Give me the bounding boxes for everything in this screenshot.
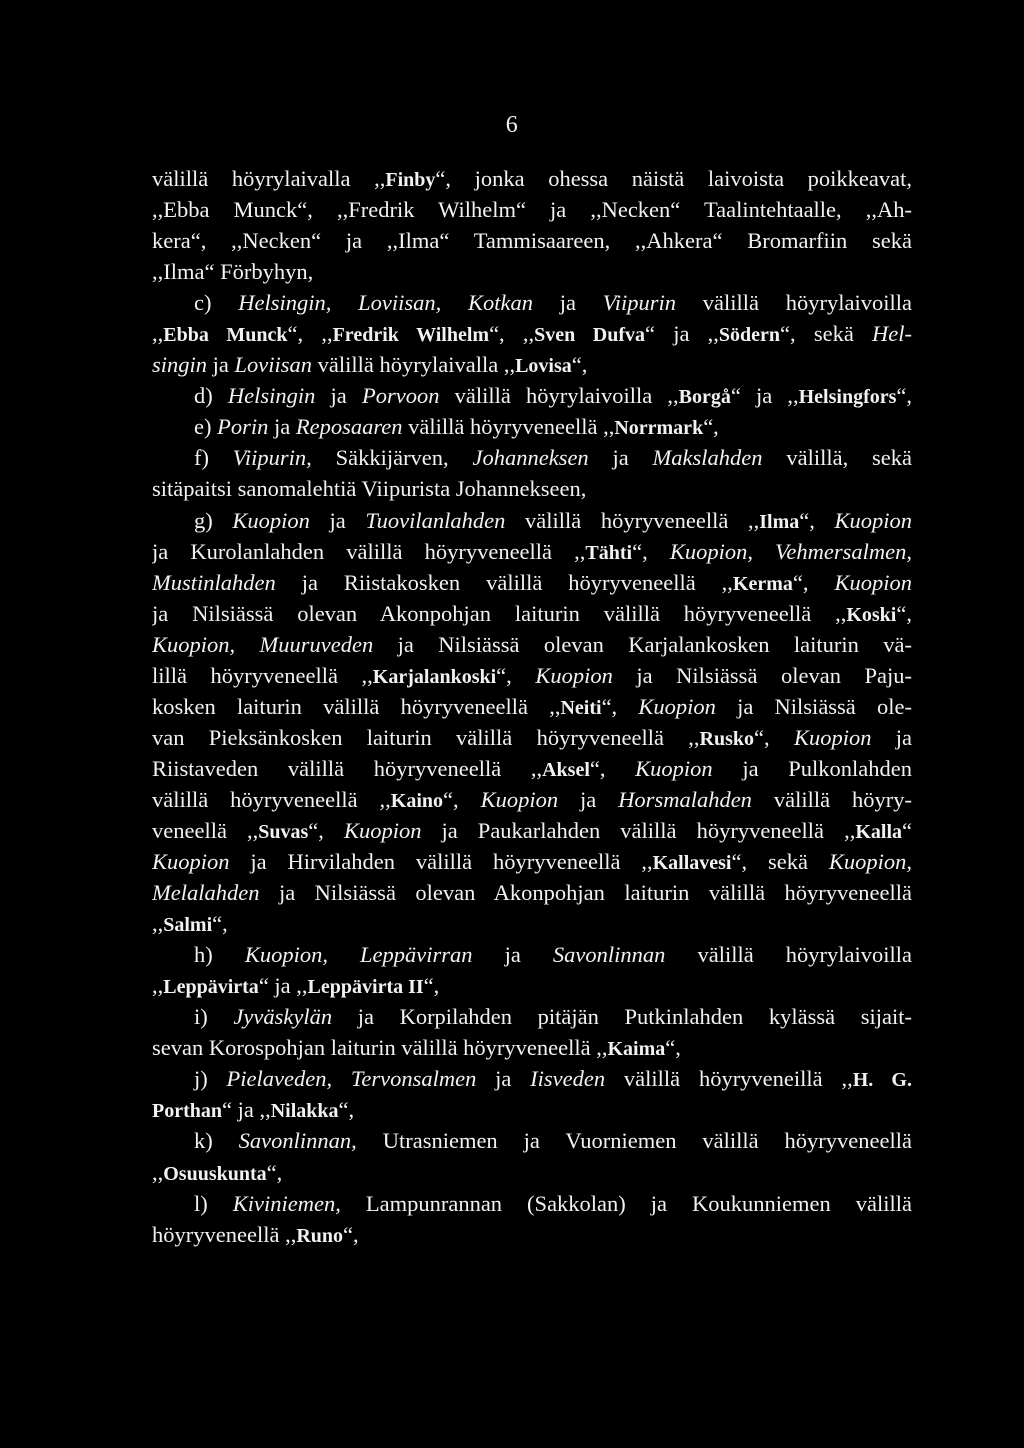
text-segment: “, sekä [731,849,829,875]
vessel-name: Fredrik Wilhelm [332,324,490,347]
vessel-name: Tähti [585,541,633,564]
text-segment: “, [896,600,912,626]
text-segment: ,,Ilma“ Förbyhyn, [152,259,314,285]
text-segment: välillä höyrylaivoilla [676,290,912,316]
italic-place-name: singin [152,352,208,378]
italic-place-name: Pielaveden, Tervonsalmen [226,1066,477,1092]
text-segment: g) [194,507,233,533]
italic-place-name: Kuopion [232,507,310,533]
text-line [152,660,912,691]
text-segment: lillä höyryveneellä ,, [152,662,373,688]
text-segment: “ ja ,, [730,383,799,409]
text-line [152,349,912,380]
text-line [152,225,912,256]
italic-place-name: Kuopion, [828,849,912,875]
text-segment: välillä höyrylaivalla ,, [312,352,516,378]
text-segment: “, ,, [287,321,333,347]
text-segment: “, jonka ohessa näistä laivoista poikkeavat, [435,166,912,191]
text-line [152,536,912,567]
text-segment: “ ja ,, [645,321,719,347]
italic-place-name: Porin [217,414,269,440]
vessel-name: Porthan [152,1100,222,1123]
text-segment: ,, [152,973,164,999]
text-segment: “, [423,973,440,999]
italic-place-name: Kuopion [834,569,912,595]
text-line [152,1032,912,1063]
text-segment: sitäpaitsi sanomalehtiä Viipurista Johannekseen, [152,476,587,502]
text-segment: “, [343,1221,359,1247]
text-segment: ja [588,445,653,471]
text-line [152,970,912,1001]
text-segment: ja [315,383,362,409]
text-line [152,1157,912,1188]
text-segment: e) [194,414,218,440]
text-segment: f) [194,445,233,471]
text-segment: “, [496,662,536,688]
text-segment: Riistaveden välillä höyryveneellä ,, [152,755,543,781]
text-segment: “, [792,569,835,595]
italic-place-name: Kuopion [343,817,422,843]
text-segment: “, ,, [489,321,535,347]
text-segment: ja [476,1066,531,1092]
text-segment: l) [194,1190,233,1216]
vessel-name: Finby [385,169,436,191]
text-segment: ja Nilsiässä ole- [715,693,912,719]
vessel-name: Suvas [258,820,309,843]
italic-place-name: Kuopion [635,755,713,781]
text-segment: ja [207,352,235,378]
italic-place-name: Helsingin, Loviisan, Kotkan [238,290,533,316]
vessel-name: Neiti [560,696,602,719]
text-segment: välillä, sekä [762,445,912,471]
text-segment: “, [896,383,912,409]
text-segment: “, [754,724,794,750]
text-segment: ja Nilsiässä olevan Karjalankosken laiturin vä- [373,631,912,657]
text-segment: “ ja ,, [222,1097,271,1123]
italic-place-name: Porvoon [361,383,440,409]
italic-place-name: Reposaaren [295,414,403,440]
text-line [152,287,912,318]
text-segment: ja Pulkonlahden [712,755,912,781]
text-segment: “, [571,352,588,378]
italic-place-name: Kuopion, Vehmersalmen, [669,538,912,564]
text-segment: Utrasniemen ja Vuorniemen välillä höyryveneellä [356,1128,912,1154]
vessel-name: Kerma [732,572,793,595]
italic-place-name: Jyväskylän [233,1004,333,1030]
text-segment: ja Kurolanlahden välillä höyryveneellä ,, [152,538,586,564]
text-segment: “, [308,817,344,843]
vessel-name: Sven Dufva [534,324,646,347]
text-line [152,318,912,349]
text-line [152,473,912,504]
vessel-name: Södern [718,324,781,347]
text-segment: “ [902,817,912,843]
vessel-name: Leppävirta [163,976,259,999]
text-segment: “, [589,755,636,781]
text-segment: kera“, ,,Necken“ ja ,,Ilma“ Tammisaareen, ,,Ahkera“ Bromarfiin sekä [152,228,912,254]
text-segment: ja Nilsiässä olevan Paju- [612,662,912,688]
text-line [152,1094,912,1125]
page-number: 6 [505,112,519,138]
vessel-name: Borgå [678,386,731,409]
text-segment: ja [268,414,296,440]
text-segment: “, [212,911,228,937]
italic-place-name: Kuopion, Muuruveden [152,631,374,657]
italic-place-name: Horsmalahden [618,786,752,812]
vessel-name: Karjalankoski [372,665,497,688]
text-line [152,691,912,722]
vessel-name: Kaima [607,1038,666,1061]
vessel-name: Kallavesi [652,852,732,875]
text-line [152,846,912,877]
vessel-name: Helsingfors [798,386,897,409]
text-segment: höyryveneellä ,, [152,1221,297,1247]
text-segment: d) [194,383,228,409]
vessel-name: Salmi [163,914,213,937]
text-line [152,1188,912,1219]
text-line [152,505,912,536]
text-segment: h) [194,942,245,968]
italic-place-name: Melalahden [152,880,260,906]
italic-place-name: Kuopion, Leppävirran [244,942,473,968]
text-line [152,380,912,411]
text-segment: ,, [152,321,164,347]
text-segment: välillä höyryveneillä ,, [605,1066,853,1092]
italic-place-name: Mustinlahden [152,569,276,595]
text-segment: ja [871,724,912,750]
text-line [152,256,912,287]
italic-place-name: Savonlinnan, [238,1128,357,1154]
text-line [152,567,912,598]
text-line [152,784,912,815]
vessel-name: Leppävirta II [307,976,424,999]
text-segment: van Pieksänkosken laiturin välillä höyryveneellä ,, [152,724,700,750]
italic-place-name: Kuopion [480,786,559,812]
italic-place-name: Hel- [872,321,912,347]
text-segment: k) [194,1128,239,1154]
text-line [152,163,912,194]
vessel-name: Kaino [390,789,444,812]
vessel-name: Ebba Munck [163,324,288,347]
text-segment: Säkkijärven, [311,445,473,471]
text-segment: i) [194,1004,234,1030]
text-line [152,1063,912,1094]
italic-place-name: Makslahden [652,445,763,471]
text-segment: ,, [152,911,164,937]
text-line [152,442,912,473]
text-segment: ja [309,507,366,533]
italic-place-name: Viipurin, [232,445,312,471]
text-line [152,939,912,970]
italic-place-name: Kuopion [834,507,912,533]
text-segment: j) [194,1066,227,1092]
italic-place-name: Helsingin [227,383,316,409]
italic-place-name: Viipurin [602,290,677,316]
text-segment: välillä höyryveneellä ,, [505,507,760,533]
vessel-name: Osuuskunta [163,1162,267,1185]
text-segment: veneellä ,, [152,817,259,843]
text-segment: ja [472,942,553,968]
vessel-name: Runo [296,1224,344,1247]
italic-place-name: Johanneksen [472,445,589,471]
text-line [152,629,912,660]
text-segment: sevan Korospohjan laiturin välillä höyryveneellä ,, [152,1035,608,1061]
text-segment: ja Korpilahden pitäjän Putkinlahden kylässä sijait- [332,1004,912,1030]
text-line [152,1219,912,1250]
text-segment: “, [799,507,835,533]
text-segment: “, [703,414,719,440]
text-line [152,1125,912,1156]
text-line [152,815,912,846]
text-segment: ja [532,290,603,316]
text-segment: välillä höyryveneellä ,, [402,414,615,440]
text-segment: välillä höyrylaivoilla [665,942,912,968]
text-segment: c) [194,290,239,316]
text-segment: välillä höyryveneellä ,, [152,786,391,812]
vessel-name: Kalla [855,820,902,843]
italic-place-name: Savonlinnan [552,942,666,968]
italic-place-name: Kuopion [638,693,716,719]
text-segment: välillä höyry- [751,786,912,812]
italic-place-name: Tuovilanlahden [365,507,506,533]
text-line [152,194,912,225]
text-segment: ,, [152,1159,164,1185]
vessel-name: Ilma [759,510,800,533]
italic-place-name: Iisveden [530,1066,606,1092]
vessel-name: Rusko [699,727,755,750]
body-text [152,163,912,1250]
text-line [152,722,912,753]
italic-place-name: Kuopion [535,662,613,688]
vessel-name: Koski [846,603,897,626]
text-segment: ja Nilsiässä olevan Akonpohjan laiturin välillä höyryveneellä [259,880,912,906]
text-line [152,598,912,629]
italic-place-name: Loviisan [234,352,313,378]
text-segment: “, [601,693,639,719]
text-segment: ja Nilsiässä olevan Akonpohjan laiturin välillä höyryveneellä ,, [152,600,847,626]
text-segment: kosken laiturin välillä höyryveneellä ,, [152,693,561,719]
text-line [152,753,912,784]
text-segment: “ ja ,, [258,973,308,999]
text-segment: “, [338,1097,355,1123]
vessel-name: Lovisa [515,355,572,378]
text-line [152,1001,912,1032]
text-line [152,908,912,939]
italic-place-name: Kuopion [793,724,872,750]
vessel-name: H. G. [852,1069,912,1092]
text-segment: ja Paukarlahden välillä höyryveneellä ,, [421,817,856,843]
text-line [152,411,912,442]
italic-place-name: Kiviniemen, [232,1190,341,1216]
italic-place-name: Kuopion [152,849,230,875]
text-segment: välillä höyrylaivalla ,, [152,166,386,191]
text-segment: “, sekä [780,321,873,347]
text-line [152,877,912,908]
text-segment: “, [665,1035,681,1061]
text-segment: ja Riistakosken välillä höyryveneellä ,, [275,569,733,595]
text-segment: “, [632,538,670,564]
text-segment: “, [266,1159,283,1185]
text-segment: “, [443,786,481,812]
text-segment: välillä höyrylaivoilla ,, [439,383,679,409]
text-segment: ja [558,786,619,812]
text-segment: ,,Ebba Munck“, ,,Fredrik Wilhelm“ ja ,,Necken“ Taalintehtaalle, ,,Ah- [152,197,912,223]
vessel-name: Norrmark [614,417,704,440]
text-segment: Lampunrannan (Sakkolan) ja Koukunniemen välillä [340,1190,912,1216]
vessel-name: Aksel [542,758,590,781]
vessel-name: Nilakka [270,1100,339,1123]
text-segment: ja Hirvilahden välillä höyryveneellä ,, [229,849,653,875]
